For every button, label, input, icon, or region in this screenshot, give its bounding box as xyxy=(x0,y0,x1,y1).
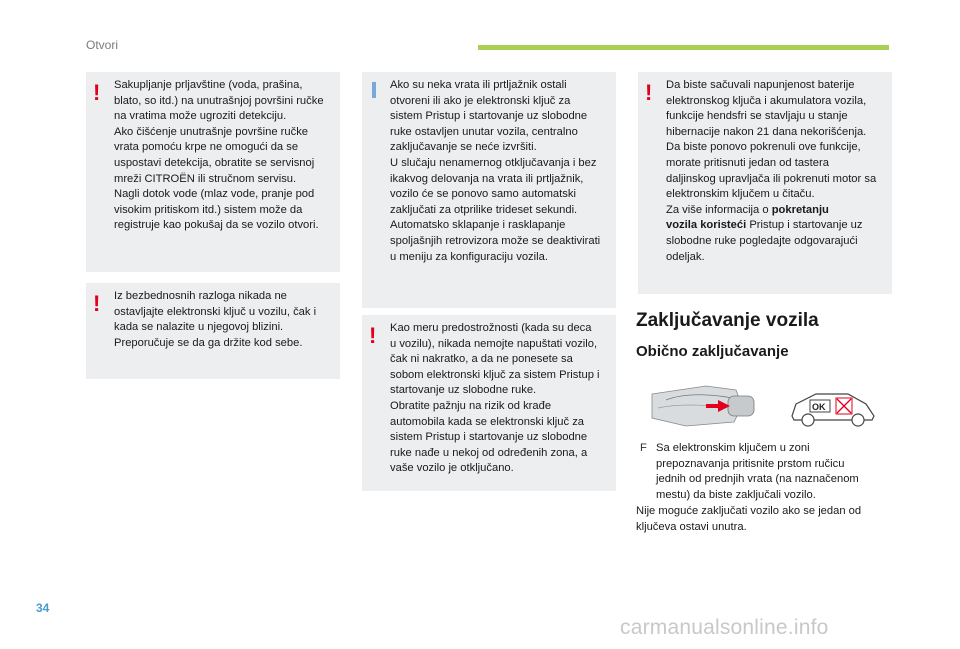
warning-icon: ! xyxy=(93,80,101,105)
warning-icon: ! xyxy=(369,323,377,348)
warning-box-dirt xyxy=(86,72,340,272)
battery-text-bold1: pokretanju xyxy=(771,203,829,216)
battery-text-pre: Da biste sačuvali napunjenost baterije elektronskog ključa i akumulatora vozila, funkcije hendsfri se stavljaju u stanje hibernacije nakon 21 dana nekorišćenja. Da biste ponovo pokrenuli ove funkcije, morate pritisnuti jedan od tastera daljinskog upravljača ili pokrenuti motor sa elektronskim ključem u čitaču. Za više informacija o xyxy=(666,79,877,216)
info-icon xyxy=(369,82,376,98)
locking-step xyxy=(636,441,896,503)
locking-note: Nije moguće zaključati vozilo ako se jedan od ključeva ostavi unutra. xyxy=(636,505,862,533)
warning-text-dirt: Sakupljanje prljavštine (voda, prašina, blato, so itd.) na unutrašnjoj površini ručke na vratima može ugroziti detekciju. Ako čišćenje unutrašnje površine ručke vrata pomoću krpe ne omogući da se uspostavi detekcija, obratite se servisnoj mreži CITROËN ili stručnom servisu. Nagli dotok vode (mlaz vode, pranje pod visokim pritiskom itd.) sistem može da registruje kao pokušaj da se vozilo otvori. xyxy=(114,79,324,232)
battery-text-bold2: vozila koristeći xyxy=(666,219,747,232)
warning-box-children xyxy=(362,315,616,491)
subheading-normal-locking: Obično zaključavanje xyxy=(636,343,789,360)
step-arrow-icon: F xyxy=(640,442,647,454)
ok-badge: OK xyxy=(812,402,826,412)
warning-icon: ! xyxy=(93,291,101,316)
heading-locking: Zaključavanje vozila xyxy=(636,310,819,331)
info-text-central-locking: Ako su neka vrata ili prtljažnik ostali otvoreni ili ako je elektronski ključ za sistem Pristup i startovanje uz slobodne ruke ostavljen unutar vozila, centralno zaključavanje se neće izvršiti. U slučaju nenamernog otključavanja i bez ikakvog delovanja na vrata ili prtljažnik, vozilo će se ponovo samo automatski zaključati za otprilike trideset sekundi. Automatsko sklapanje i rasklapanje spoljašnjih retrovizora može se deaktivirati u meniju za konfiguraciju vozila. xyxy=(390,79,601,263)
hand-pressing-handle-illustration xyxy=(646,378,764,432)
warning-box-key-safety xyxy=(86,283,340,379)
warning-box-battery xyxy=(638,72,892,294)
warning-text-battery xyxy=(666,78,884,265)
watermark: carmanualsonline.info xyxy=(620,616,829,639)
warning-text-key-safety: Iz bezbednosnih razloga nikada ne ostavljajte elektronski ključ u vozilu, čak i kada se nalazite u njegovoj blizini. Preporučuje se da ga držite kod sebe. xyxy=(114,290,317,349)
warning-text-children: Kao meru predostrožnosti (kada su deca u vozilu), nikada nemojte napuštati vozilo, čak ni nakratko, a da ne ponesete sa sobom elektronski ključ za sistem Pristup i startovanje uz slobodne ruke. Obratite pažnju na rizik od krađe automobila kada se elektronski ključ za sistem Pristup i startovanje uz slobodne ruke nađe u nekoj od određenih zona, a vaše vozilo je otključano. xyxy=(390,322,600,475)
info-box-central-locking xyxy=(362,72,616,308)
battery-text-post: Pristup i startovanje uz slobodne ruke pogledajte odgovarajući odeljak. xyxy=(666,219,863,263)
locking-step-text: Sa elektronskim ključem u zoni prepoznavanja pritisnite prstom ručicu jednih od prednjih vrata (na naznačenom mestu) da biste zaključali vozilo. xyxy=(656,442,859,501)
page-number: 34 xyxy=(36,601,50,615)
section-bar xyxy=(478,45,889,50)
section-title: Otvori xyxy=(86,38,119,52)
warning-icon: ! xyxy=(645,80,653,105)
car-locked-illustration xyxy=(786,386,878,428)
